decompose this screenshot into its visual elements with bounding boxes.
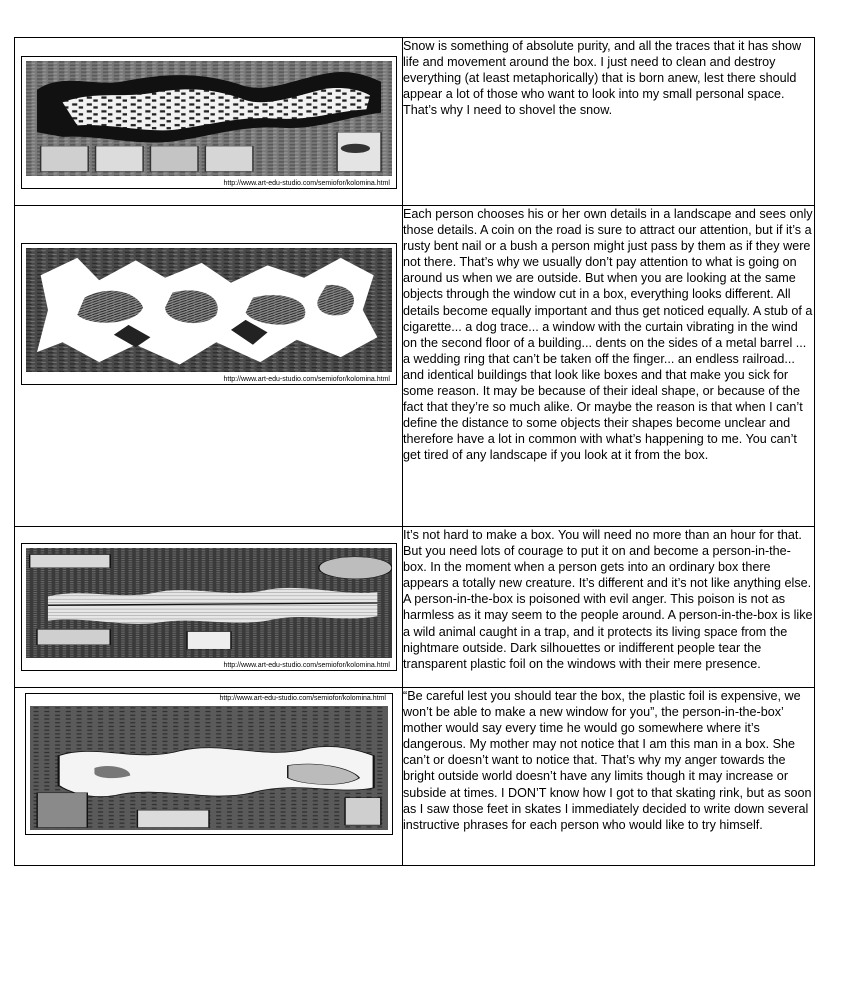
table-row bbox=[15, 206, 815, 527]
image-cell bbox=[15, 38, 403, 206]
collage-image-box bbox=[21, 543, 397, 671]
table-row bbox=[15, 38, 815, 206]
image-cell bbox=[15, 527, 403, 688]
text-cell: Each person chooses his or her own details in a landscape and sees only those details. A coin on the road is sure to attract our attention, but if it’s a rusty bent nail or a bush a person might just pass by them as if they were not there. That’s why we usually don’t pay attention to what is going on around us when we are outside. But when you are looking at the same objects through the window cut in a box, everything looks different. All details become equally important and thus get noticed equally. A stub of a cigarette... a dog trace... a window with the curtain vibrating in the wind on the second floor of a building... dents on the sides of a metal barrel ... a wedding ring that can’t be taken off the finger... an endless railroad... and identical buildings that look like boxes and that make you sick for some reason. It may be because of their ideal shape, or because of the fact that they’re so much alike. Or maybe the reason is that when I can’t define the distance to some objects their shapes become unclear and therefore have a lot in common with what’s happening to me. You can’t get tired of any landscape if you look at it from the box. bbox=[403, 206, 815, 527]
image-caption: http://www.art-edu-studio.com/semiofor/kolomina.html bbox=[223, 662, 390, 669]
collage-image-skating bbox=[25, 693, 393, 835]
image-cell bbox=[15, 206, 403, 527]
table-row bbox=[15, 688, 815, 866]
text-cell: “Be careful lest you should tear the box, the plastic foil is expensive, we won’t be able to make a new window for you”, the person-in-the-box’ mother would say every time he would go somewhere where it’s dangerous. My mother may not notice that I am this man in a box. She can’t or doesn’t want to notice that. That’s why my anger towards the bright outside world doesn’t have any limits though it may increase or subside at times. I DON’T know how I got to that skating rink, but as soon as I saw those feet in skates I immediately decided to write down several instructive phrases for each person who would like to try himself. bbox=[403, 688, 815, 866]
image-caption: http://www.art-edu-studio.com/semiofor/kolomina.html bbox=[223, 376, 390, 383]
image-caption: http://www.art-edu-studio.com/semiofor/kolomina.html bbox=[223, 180, 390, 187]
image-caption: http://www.art-edu-studio.com/semiofor/kolomina.html bbox=[219, 695, 386, 702]
image-cell bbox=[15, 688, 403, 866]
collage-image-landscape bbox=[21, 243, 397, 385]
table-row bbox=[15, 527, 815, 688]
document-table bbox=[14, 37, 815, 866]
text-cell: It’s not hard to make a box. You will need no more than an hour for that. But you need lots of courage to put it on and become a person-in-the-box. In the moment when a person gets into an ordinary box there appears a totally new creature. It’s different and it’s not like anything else. A person-in-the-box is poisoned with evil anger. This poison is not as harmless as it may seem to the people around. A person-in-the-box is like a wild animal caught in a trap, and it protects its living space from the nightmare outside. Dark silhouettes or indifferent people tear the transparent plastic foil on the windows with their mere presence. bbox=[403, 527, 815, 688]
text-cell: Snow is something of absolute purity, and all the traces that it has show life and movement around the box. I just need to clean and destroy everything (at least metaphorically) that is born anew, lest there should appear a lot of those who want to look into my small personal space. That’s why I need to shovel the snow. bbox=[403, 38, 815, 206]
collage-image-snow bbox=[21, 56, 397, 189]
